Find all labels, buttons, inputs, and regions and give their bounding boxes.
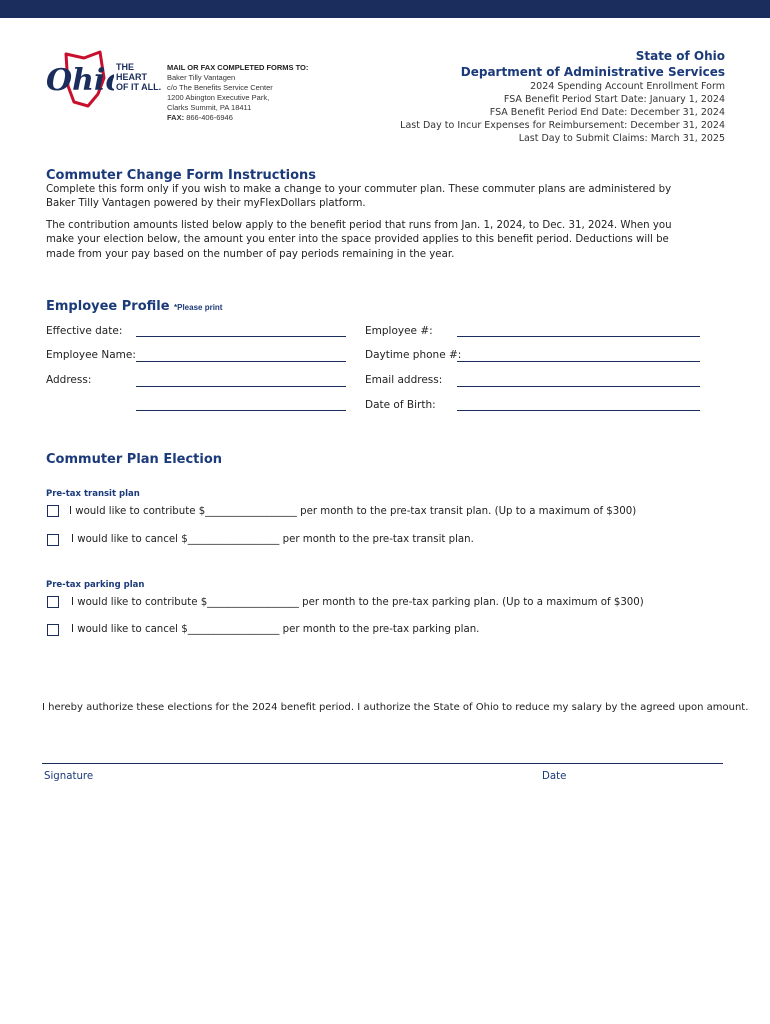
mail-line: 1200 Abington Executive Park, [167,93,270,102]
parking-cancel-text: I would like to cancel $__________________ per month to the pre-tax parking plan. [71,624,480,635]
authorization-statement: I hereby authorize these elections for the 2024 benefit period. I authorize the State of Ohio to reduce my salary by the agreed upon amount. [42,702,749,713]
signature-label: Signature [44,771,94,782]
profile-heading [46,297,222,315]
state-title: State of Ohio [635,49,725,63]
parking-contribute-checkbox[interactable] [47,596,59,608]
employee-number-field[interactable] [457,326,700,337]
fax-label: FAX: [167,113,185,122]
tagline-line: THE [116,62,134,72]
mail-address-block [167,63,308,123]
election-title: Commuter Plan Election [46,452,223,467]
transit-cancel-checkbox[interactable] [47,534,59,546]
mail-line: Clarks Summit, PA 18411 [167,103,252,112]
please-print-note: *Please print [174,303,223,312]
date-label: Date [542,771,567,782]
dob-label: Date of Birth: [365,399,436,411]
ohio-logo [44,48,164,112]
effective-date-field[interactable] [136,326,346,337]
email-field[interactable] [457,376,700,387]
daytime-phone-field[interactable] [457,351,700,362]
employee-number-label: Employee #: [365,325,433,337]
fax-number: 866-406-6946 [186,113,233,122]
instructions-title: Commuter Change Form Instructions [46,168,317,183]
tagline-line: OF IT ALL. [116,82,162,92]
state-info-block [400,49,725,145]
logo-tagline [116,62,161,92]
transit-contribute-checkbox[interactable] [47,505,59,517]
employee-name-field[interactable] [136,351,346,362]
daytime-phone-label: Daytime phone #: [365,349,462,361]
email-label: Email address: [365,374,443,386]
transit-heading: Pre-tax transit plan [46,489,140,499]
address-label: Address: [46,374,92,386]
mail-line: Baker Tilly Vantagen [167,73,236,82]
last-submit-date: Last Day to Submit Claims: March 31, 2025 [518,133,725,144]
transit-contribute-text: I would like to contribute $__________________ per month to the pre-tax transit plan. (Up to a maximum of $300) [69,506,637,517]
instructions-para-1: Complete this form only if you wish to make a change to your commuter plan. These commuter plans are administered by Baker Tilly Vantagen powered by their myFlexDollars platform. [46,184,672,210]
instructions-para-2: The contribution amounts listed below apply to the benefit period that runs from Jan. 1, 2024, to Dec. 31, 2024. When you make your election below, the amount you enter into the space provided applies to this benefit period. Deductions will be made from your pay based on the number of pay periods remaining in the year. [46,220,672,260]
parking-heading: Pre-tax parking plan [46,580,145,590]
parking-contribute-text: I would like to contribute $__________________ per month to the pre-tax parking plan. (Up to a maximum of $300) [71,597,644,608]
form-name: 2024 Spending Account Enrollment Form [530,81,725,92]
mail-heading: MAIL OR FAX COMPLETED FORMS TO: [167,63,309,72]
signature-line[interactable] [42,763,723,764]
last-incur-date: Last Day to Incur Expenses for Reimbursement: December 31, 2024 [400,120,725,131]
dob-field[interactable] [457,400,700,411]
address-field-line-2[interactable] [136,400,346,411]
ohio-map-icon [44,48,114,112]
tagline-line: HEART [116,72,147,82]
logo-word: Ohi [46,63,106,98]
department-title: Department of Administrative Services [460,65,725,79]
end-date: FSA Benefit Period End Date: December 31, 2024 [489,107,725,118]
employee-name-label: Employee Name: [46,349,136,361]
start-date: FSA Benefit Period Start Date: January 1, 2024 [503,94,725,105]
address-field-line-1[interactable] [136,376,346,387]
transit-cancel-text: I would like to cancel $__________________ per month to the pre-tax transit plan. [71,534,474,545]
top-banner [0,0,770,18]
parking-cancel-checkbox[interactable] [47,624,59,636]
effective-date-label: Effective date: [46,325,123,337]
profile-title: Employee Profile [46,299,170,314]
mail-line: c/o The Benefits Service Center [167,83,273,92]
